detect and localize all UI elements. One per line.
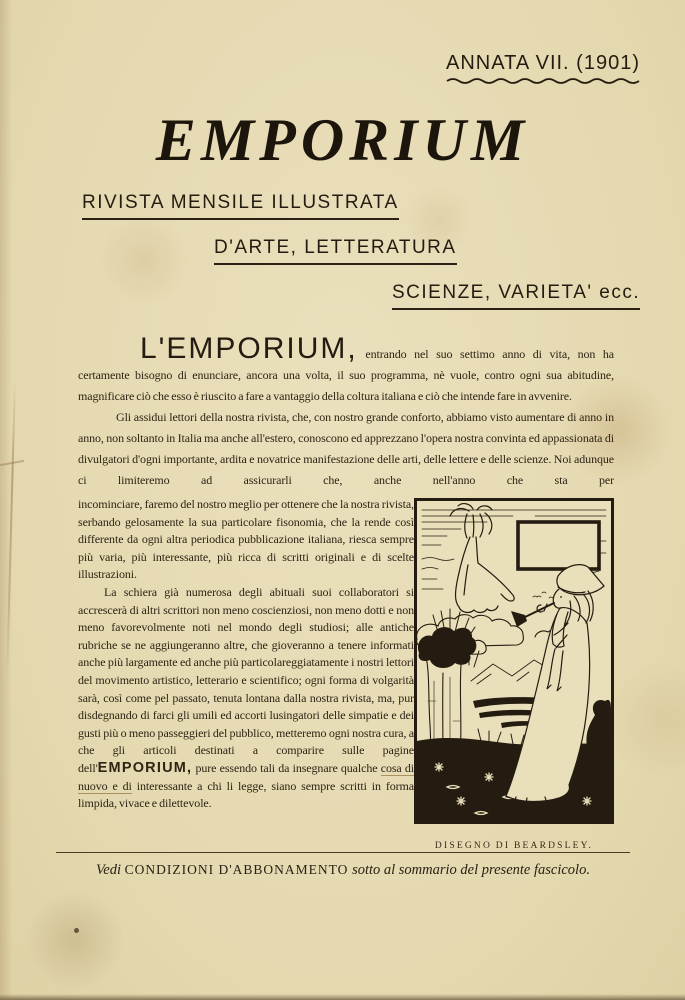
footer-smallcaps: CONDIZIONI D'ABBONAMENTO xyxy=(124,862,349,877)
paper-crease xyxy=(6,380,16,680)
beardsley-illustration xyxy=(417,501,611,821)
subtitle-scienze-varieta: SCIENZE, VARIETA' ecc. xyxy=(392,282,640,310)
paragraph-3 xyxy=(78,584,414,813)
nude-figure xyxy=(450,504,514,613)
annata-underline xyxy=(445,77,641,85)
paragraph-1-text: entrando nel suo settimo anno di vita, non ha certamente bisogno di enunciare, ancora una volta, il suo programma, nè vuole, contro ogni sua abitudine, magnificare ciò che esso è riuscito a fare a vantaggio della coltura italiana e ciò che intende fare in avvenire. xyxy=(78,347,614,403)
right-bush xyxy=(586,700,611,751)
subtitle-rivista: RIVISTA MENSILE ILLUSTRATA xyxy=(82,192,399,220)
paragraph-2-continued: incominciare, faremo del nostro meglio per ottenere che la nostra rivista, serbando gelosamente la sua particolare fisonomia, che la rende così differente da ogni altra periodica pubblicazione italiana, riesca sempre più varia, più interessante, più ricca di scritti originali e di scelte illustrazioni. xyxy=(78,497,414,582)
footer-rest: sotto al sommario del presente fascicolo. xyxy=(348,862,590,878)
annata-text: ANNATA VII. (1901) xyxy=(446,52,640,74)
paragraph-3-text-a: La schiera già numerosa degli abituali suoi collaboratori si accrescerà di altri scrittori non meno coscienziosi, non meno dotti e non meno favorevolmente noti nel mondo degli studiosi; alle antiche rubriche se ne aggiungeranno altre, che gioveranno a tenere informati anche più largamente ed anche più particolareggiatamente i nostri lettori del movimento artistico, letterario e scientifico; ogni forma di volgarità sarà, così come pel passato, tenuta lontana dalla nostra rivista, ma, pur disdegnando di farci gli umili ed accorti lusingatori delle simpatie e dei gusti più o meno passeggieri del pubblico, metteremo ogni nostra cura, a che gli articoli destinati a comparire sulle pagine dell' xyxy=(78,584,414,775)
illustration-caption: DISEGNO DI BEARDSLEY. xyxy=(434,841,594,851)
paragraph-3-text-b: pure essendo tali da insegnare qualche xyxy=(192,760,381,775)
emporium-lead-word: L'EMPORIUM, xyxy=(140,332,358,365)
left-text-column xyxy=(78,496,414,857)
pencil-underlined-text: cosa di nuovo e di xyxy=(78,760,414,793)
footer-lead: Vedi xyxy=(96,862,125,878)
illustration-figure xyxy=(414,496,614,857)
illustration-frame xyxy=(414,498,614,824)
two-column-section xyxy=(78,496,614,857)
paragraph-2: Gli assidui lettori della nostra rivista, che, con nostro grande conforto, abbiamo visto aumentare di anno in anno, non soltanto in Italia ma anche all'estero, conoscono ed apprezzano l'opera nostra convinta ed appassionata di divulgatori d'ogni importante, ardita e novatrice manifestazione delle arti, delle lettere e delle scienze. Noi adunque ci limiteremo ad assicurarli che, anche nell'anno che sta per xyxy=(78,410,614,487)
paragraph-1 xyxy=(78,332,614,407)
ink-spot xyxy=(74,928,79,933)
subtitle-arte-letteratura: D'ARTE, LETTERATURA xyxy=(214,237,457,265)
annata-header xyxy=(445,52,641,85)
article-body xyxy=(78,332,614,857)
page-title: EMPORIUM xyxy=(155,107,530,173)
subscription-note xyxy=(56,852,630,879)
paragraph-3-text-c: interessante a chi li legge, siano sempre scritti in forma limpida, vivace e dilettevole. xyxy=(78,778,415,811)
birds xyxy=(533,592,553,598)
emporium-inline-word: EMPORIUM, xyxy=(97,759,193,776)
blank-panel xyxy=(518,522,599,569)
